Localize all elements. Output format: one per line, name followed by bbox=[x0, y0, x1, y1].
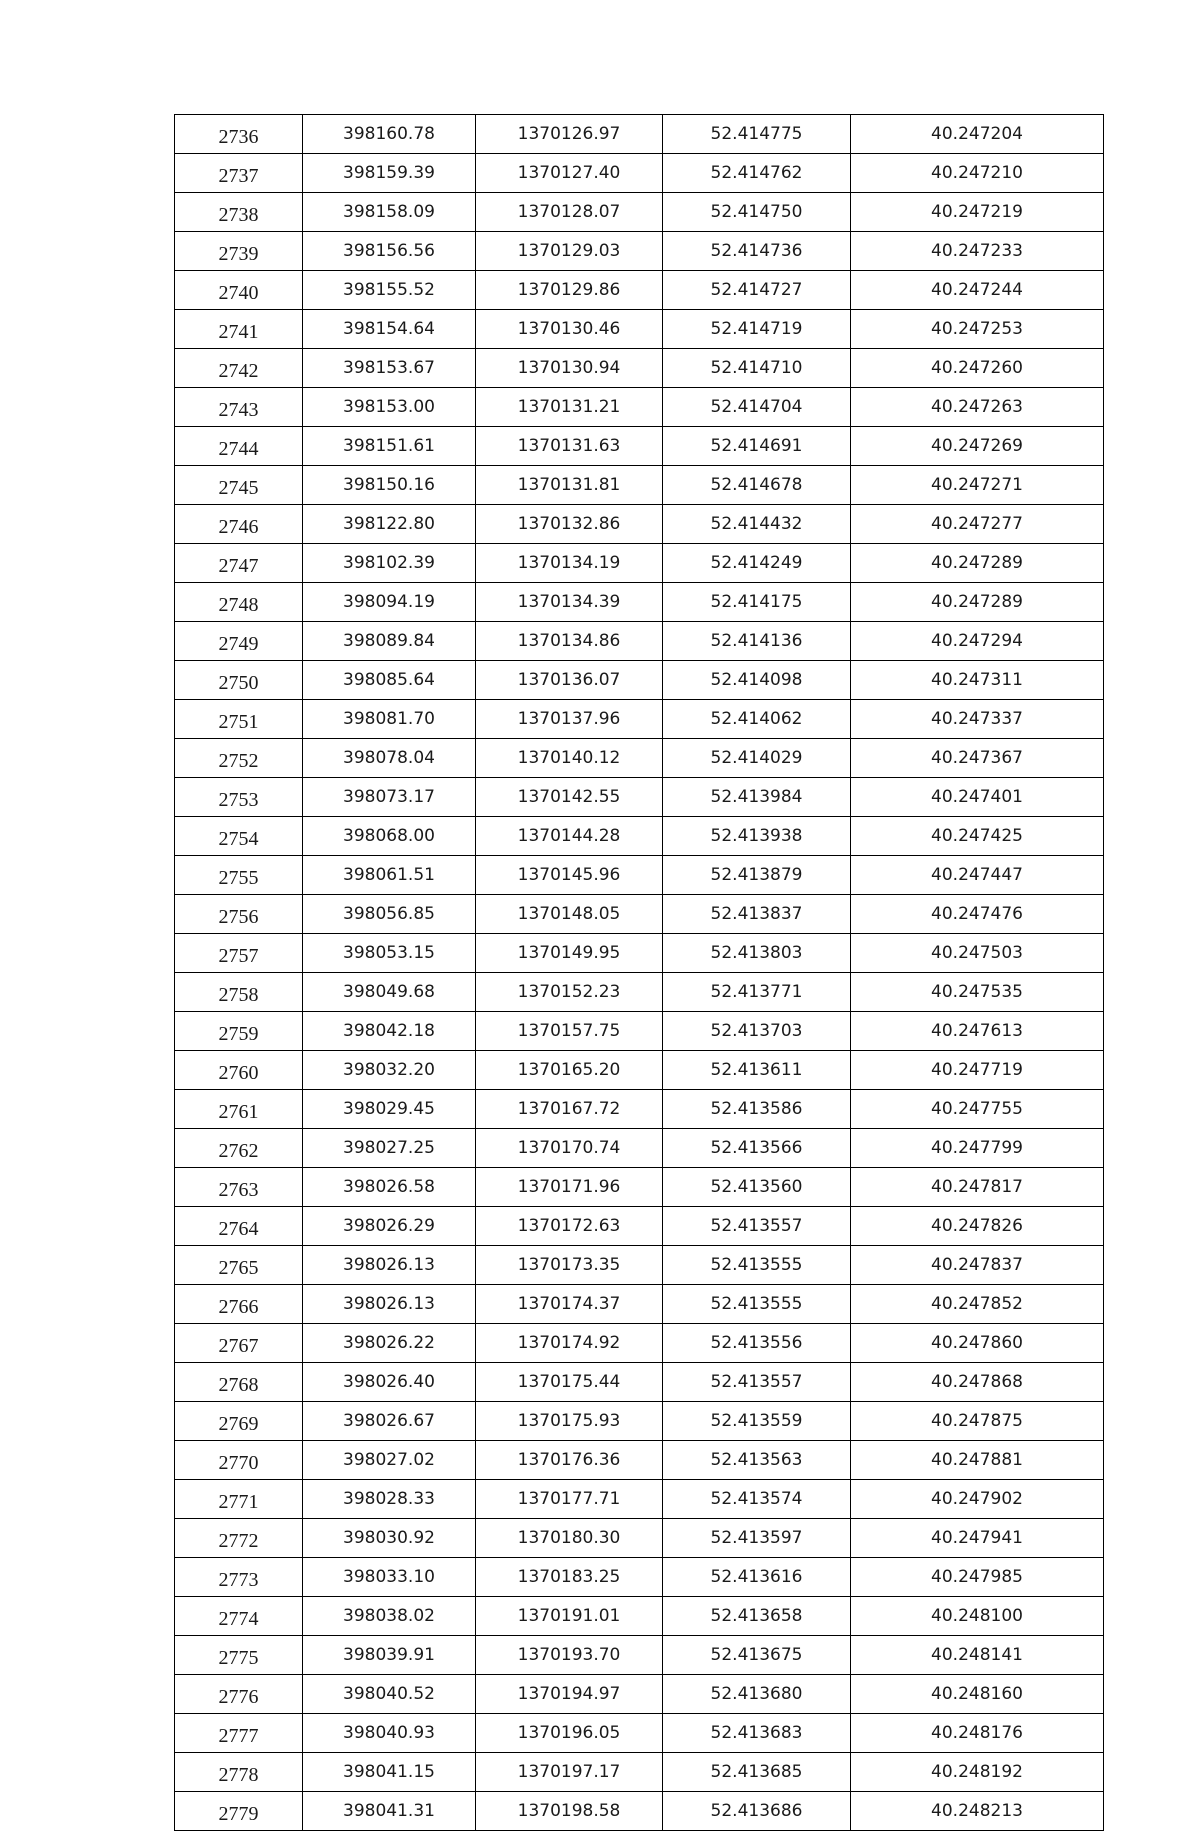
x-coordinate-cell: 398026.13 bbox=[303, 1285, 476, 1324]
x-coordinate-cell: 398153.00 bbox=[303, 388, 476, 427]
x-coordinate-cell: 398041.15 bbox=[303, 1753, 476, 1792]
point-number-cell: 2766 bbox=[175, 1285, 303, 1324]
point-number-cell: 2737 bbox=[175, 154, 303, 193]
longitude-cell: 40.247337 bbox=[851, 700, 1104, 739]
y-coordinate-cell: 1370134.39 bbox=[476, 583, 663, 622]
y-coordinate-cell: 1370196.05 bbox=[476, 1714, 663, 1753]
y-coordinate-cell: 1370127.40 bbox=[476, 154, 663, 193]
table-row bbox=[175, 1675, 1104, 1714]
longitude-cell: 40.247826 bbox=[851, 1207, 1104, 1246]
table-row bbox=[175, 271, 1104, 310]
x-coordinate-cell: 398081.70 bbox=[303, 700, 476, 739]
longitude-cell: 40.247263 bbox=[851, 388, 1104, 427]
table-row bbox=[175, 388, 1104, 427]
y-coordinate-cell: 1370132.86 bbox=[476, 505, 663, 544]
y-coordinate-cell: 1370191.01 bbox=[476, 1597, 663, 1636]
point-number-cell: 2776 bbox=[175, 1675, 303, 1714]
table-row bbox=[175, 1636, 1104, 1675]
y-coordinate-cell: 1370175.44 bbox=[476, 1363, 663, 1402]
x-coordinate-cell: 398027.02 bbox=[303, 1441, 476, 1480]
table-row bbox=[175, 1402, 1104, 1441]
latitude-cell: 52.413658 bbox=[663, 1597, 851, 1636]
longitude-cell: 40.247535 bbox=[851, 973, 1104, 1012]
longitude-cell: 40.248213 bbox=[851, 1792, 1104, 1831]
latitude-cell: 52.413559 bbox=[663, 1402, 851, 1441]
point-number-cell: 2762 bbox=[175, 1129, 303, 1168]
x-coordinate-cell: 398026.40 bbox=[303, 1363, 476, 1402]
latitude-cell: 52.414704 bbox=[663, 388, 851, 427]
latitude-cell: 52.414691 bbox=[663, 427, 851, 466]
longitude-cell: 40.248176 bbox=[851, 1714, 1104, 1753]
longitude-cell: 40.247613 bbox=[851, 1012, 1104, 1051]
longitude-cell: 40.247985 bbox=[851, 1558, 1104, 1597]
x-coordinate-cell: 398068.00 bbox=[303, 817, 476, 856]
x-coordinate-cell: 398073.17 bbox=[303, 778, 476, 817]
latitude-cell: 52.413984 bbox=[663, 778, 851, 817]
y-coordinate-cell: 1370170.74 bbox=[476, 1129, 663, 1168]
y-coordinate-cell: 1370128.07 bbox=[476, 193, 663, 232]
latitude-cell: 52.413616 bbox=[663, 1558, 851, 1597]
x-coordinate-cell: 398049.68 bbox=[303, 973, 476, 1012]
longitude-cell: 40.248100 bbox=[851, 1597, 1104, 1636]
table-row bbox=[175, 1129, 1104, 1168]
table-row bbox=[175, 583, 1104, 622]
y-coordinate-cell: 1370174.37 bbox=[476, 1285, 663, 1324]
longitude-cell: 40.247447 bbox=[851, 856, 1104, 895]
point-number-cell: 2747 bbox=[175, 544, 303, 583]
latitude-cell: 52.413938 bbox=[663, 817, 851, 856]
point-number-cell: 2761 bbox=[175, 1090, 303, 1129]
table-row bbox=[175, 817, 1104, 856]
latitude-cell: 52.414719 bbox=[663, 310, 851, 349]
latitude-cell: 52.413837 bbox=[663, 895, 851, 934]
x-coordinate-cell: 398027.25 bbox=[303, 1129, 476, 1168]
latitude-cell: 52.414175 bbox=[663, 583, 851, 622]
point-number-cell: 2770 bbox=[175, 1441, 303, 1480]
table-row bbox=[175, 661, 1104, 700]
latitude-cell: 52.413574 bbox=[663, 1480, 851, 1519]
y-coordinate-cell: 1370144.28 bbox=[476, 817, 663, 856]
longitude-cell: 40.247868 bbox=[851, 1363, 1104, 1402]
table-row bbox=[175, 1012, 1104, 1051]
point-number-cell: 2740 bbox=[175, 271, 303, 310]
point-number-cell: 2763 bbox=[175, 1168, 303, 1207]
x-coordinate-cell: 398078.04 bbox=[303, 739, 476, 778]
y-coordinate-cell: 1370130.94 bbox=[476, 349, 663, 388]
point-number-cell: 2775 bbox=[175, 1636, 303, 1675]
latitude-cell: 52.413879 bbox=[663, 856, 851, 895]
table-row bbox=[175, 1363, 1104, 1402]
y-coordinate-cell: 1370198.58 bbox=[476, 1792, 663, 1831]
x-coordinate-cell: 398026.29 bbox=[303, 1207, 476, 1246]
point-number-cell: 2767 bbox=[175, 1324, 303, 1363]
x-coordinate-cell: 398039.91 bbox=[303, 1636, 476, 1675]
y-coordinate-cell: 1370126.97 bbox=[476, 115, 663, 154]
point-number-cell: 2753 bbox=[175, 778, 303, 817]
x-coordinate-cell: 398102.39 bbox=[303, 544, 476, 583]
point-number-cell: 2742 bbox=[175, 349, 303, 388]
point-number-cell: 2752 bbox=[175, 739, 303, 778]
y-coordinate-cell: 1370175.93 bbox=[476, 1402, 663, 1441]
longitude-cell: 40.247881 bbox=[851, 1441, 1104, 1480]
coordinates-table bbox=[174, 114, 1104, 1831]
point-number-cell: 2755 bbox=[175, 856, 303, 895]
y-coordinate-cell: 1370157.75 bbox=[476, 1012, 663, 1051]
longitude-cell: 40.247401 bbox=[851, 778, 1104, 817]
y-coordinate-cell: 1370140.12 bbox=[476, 739, 663, 778]
y-coordinate-cell: 1370131.81 bbox=[476, 466, 663, 505]
x-coordinate-cell: 398160.78 bbox=[303, 115, 476, 154]
table-row bbox=[175, 154, 1104, 193]
latitude-cell: 52.413555 bbox=[663, 1285, 851, 1324]
latitude-cell: 52.413586 bbox=[663, 1090, 851, 1129]
point-number-cell: 2774 bbox=[175, 1597, 303, 1636]
longitude-cell: 40.247233 bbox=[851, 232, 1104, 271]
x-coordinate-cell: 398089.84 bbox=[303, 622, 476, 661]
x-coordinate-cell: 398038.02 bbox=[303, 1597, 476, 1636]
x-coordinate-cell: 398122.80 bbox=[303, 505, 476, 544]
point-number-cell: 2768 bbox=[175, 1363, 303, 1402]
point-number-cell: 2764 bbox=[175, 1207, 303, 1246]
latitude-cell: 52.413683 bbox=[663, 1714, 851, 1753]
point-number-cell: 2769 bbox=[175, 1402, 303, 1441]
y-coordinate-cell: 1370167.72 bbox=[476, 1090, 663, 1129]
y-coordinate-cell: 1370176.36 bbox=[476, 1441, 663, 1480]
table-row bbox=[175, 310, 1104, 349]
table-row bbox=[175, 895, 1104, 934]
latitude-cell: 52.414678 bbox=[663, 466, 851, 505]
point-number-cell: 2741 bbox=[175, 310, 303, 349]
y-coordinate-cell: 1370129.86 bbox=[476, 271, 663, 310]
table-row bbox=[175, 1246, 1104, 1285]
y-coordinate-cell: 1370193.70 bbox=[476, 1636, 663, 1675]
latitude-cell: 52.413557 bbox=[663, 1207, 851, 1246]
y-coordinate-cell: 1370180.30 bbox=[476, 1519, 663, 1558]
y-coordinate-cell: 1370174.92 bbox=[476, 1324, 663, 1363]
y-coordinate-cell: 1370148.05 bbox=[476, 895, 663, 934]
point-number-cell: 2736 bbox=[175, 115, 303, 154]
latitude-cell: 52.414432 bbox=[663, 505, 851, 544]
longitude-cell: 40.247210 bbox=[851, 154, 1104, 193]
table-row bbox=[175, 466, 1104, 505]
table-row bbox=[175, 193, 1104, 232]
table-row bbox=[175, 544, 1104, 583]
x-coordinate-cell: 398061.51 bbox=[303, 856, 476, 895]
x-coordinate-cell: 398029.45 bbox=[303, 1090, 476, 1129]
x-coordinate-cell: 398085.64 bbox=[303, 661, 476, 700]
x-coordinate-cell: 398159.39 bbox=[303, 154, 476, 193]
latitude-cell: 52.414762 bbox=[663, 154, 851, 193]
longitude-cell: 40.247719 bbox=[851, 1051, 1104, 1090]
table-row bbox=[175, 1441, 1104, 1480]
table-row bbox=[175, 778, 1104, 817]
point-number-cell: 2772 bbox=[175, 1519, 303, 1558]
latitude-cell: 52.413703 bbox=[663, 1012, 851, 1051]
latitude-cell: 52.414750 bbox=[663, 193, 851, 232]
longitude-cell: 40.247875 bbox=[851, 1402, 1104, 1441]
longitude-cell: 40.247204 bbox=[851, 115, 1104, 154]
y-coordinate-cell: 1370134.19 bbox=[476, 544, 663, 583]
longitude-cell: 40.247294 bbox=[851, 622, 1104, 661]
table-row bbox=[175, 973, 1104, 1012]
longitude-cell: 40.247425 bbox=[851, 817, 1104, 856]
table-row bbox=[175, 115, 1104, 154]
longitude-cell: 40.247852 bbox=[851, 1285, 1104, 1324]
point-number-cell: 2771 bbox=[175, 1480, 303, 1519]
point-number-cell: 2760 bbox=[175, 1051, 303, 1090]
x-coordinate-cell: 398151.61 bbox=[303, 427, 476, 466]
point-number-cell: 2759 bbox=[175, 1012, 303, 1051]
x-coordinate-cell: 398154.64 bbox=[303, 310, 476, 349]
longitude-cell: 40.247799 bbox=[851, 1129, 1104, 1168]
latitude-cell: 52.413560 bbox=[663, 1168, 851, 1207]
latitude-cell: 52.413597 bbox=[663, 1519, 851, 1558]
point-number-cell: 2765 bbox=[175, 1246, 303, 1285]
table-row bbox=[175, 1480, 1104, 1519]
table-row bbox=[175, 1597, 1104, 1636]
longitude-cell: 40.247503 bbox=[851, 934, 1104, 973]
longitude-cell: 40.247289 bbox=[851, 544, 1104, 583]
latitude-cell: 52.413675 bbox=[663, 1636, 851, 1675]
latitude-cell: 52.413557 bbox=[663, 1363, 851, 1402]
y-coordinate-cell: 1370194.97 bbox=[476, 1675, 663, 1714]
table-row bbox=[175, 1714, 1104, 1753]
table-row bbox=[175, 1051, 1104, 1090]
coordinates-table-body bbox=[175, 115, 1104, 1831]
table-row bbox=[175, 1207, 1104, 1246]
latitude-cell: 52.414098 bbox=[663, 661, 851, 700]
table-row bbox=[175, 1090, 1104, 1129]
point-number-cell: 2751 bbox=[175, 700, 303, 739]
point-number-cell: 2745 bbox=[175, 466, 303, 505]
point-number-cell: 2750 bbox=[175, 661, 303, 700]
longitude-cell: 40.247260 bbox=[851, 349, 1104, 388]
longitude-cell: 40.247253 bbox=[851, 310, 1104, 349]
longitude-cell: 40.247941 bbox=[851, 1519, 1104, 1558]
y-coordinate-cell: 1370145.96 bbox=[476, 856, 663, 895]
y-coordinate-cell: 1370171.96 bbox=[476, 1168, 663, 1207]
table-row bbox=[175, 1753, 1104, 1792]
x-coordinate-cell: 398033.10 bbox=[303, 1558, 476, 1597]
longitude-cell: 40.247311 bbox=[851, 661, 1104, 700]
point-number-cell: 2748 bbox=[175, 583, 303, 622]
latitude-cell: 52.414062 bbox=[663, 700, 851, 739]
table-row bbox=[175, 1285, 1104, 1324]
y-coordinate-cell: 1370183.25 bbox=[476, 1558, 663, 1597]
x-coordinate-cell: 398032.20 bbox=[303, 1051, 476, 1090]
table-row bbox=[175, 856, 1104, 895]
y-coordinate-cell: 1370131.63 bbox=[476, 427, 663, 466]
longitude-cell: 40.247271 bbox=[851, 466, 1104, 505]
longitude-cell: 40.247367 bbox=[851, 739, 1104, 778]
longitude-cell: 40.247277 bbox=[851, 505, 1104, 544]
x-coordinate-cell: 398053.15 bbox=[303, 934, 476, 973]
latitude-cell: 52.413803 bbox=[663, 934, 851, 973]
point-number-cell: 2739 bbox=[175, 232, 303, 271]
latitude-cell: 52.413685 bbox=[663, 1753, 851, 1792]
latitude-cell: 52.413686 bbox=[663, 1792, 851, 1831]
x-coordinate-cell: 398150.16 bbox=[303, 466, 476, 505]
latitude-cell: 52.414727 bbox=[663, 271, 851, 310]
table-row bbox=[175, 622, 1104, 661]
point-number-cell: 2746 bbox=[175, 505, 303, 544]
y-coordinate-cell: 1370136.07 bbox=[476, 661, 663, 700]
longitude-cell: 40.248141 bbox=[851, 1636, 1104, 1675]
latitude-cell: 52.414136 bbox=[663, 622, 851, 661]
x-coordinate-cell: 398153.67 bbox=[303, 349, 476, 388]
longitude-cell: 40.247219 bbox=[851, 193, 1104, 232]
x-coordinate-cell: 398041.31 bbox=[303, 1792, 476, 1831]
table-row bbox=[175, 700, 1104, 739]
latitude-cell: 52.414029 bbox=[663, 739, 851, 778]
y-coordinate-cell: 1370131.21 bbox=[476, 388, 663, 427]
latitude-cell: 52.413556 bbox=[663, 1324, 851, 1363]
table-row bbox=[175, 1324, 1104, 1363]
x-coordinate-cell: 398056.85 bbox=[303, 895, 476, 934]
y-coordinate-cell: 1370197.17 bbox=[476, 1753, 663, 1792]
table-row bbox=[175, 349, 1104, 388]
longitude-cell: 40.247817 bbox=[851, 1168, 1104, 1207]
latitude-cell: 52.413563 bbox=[663, 1441, 851, 1480]
y-coordinate-cell: 1370129.03 bbox=[476, 232, 663, 271]
point-number-cell: 2777 bbox=[175, 1714, 303, 1753]
longitude-cell: 40.247837 bbox=[851, 1246, 1104, 1285]
table-row bbox=[175, 1168, 1104, 1207]
point-number-cell: 2744 bbox=[175, 427, 303, 466]
latitude-cell: 52.413680 bbox=[663, 1675, 851, 1714]
latitude-cell: 52.413566 bbox=[663, 1129, 851, 1168]
x-coordinate-cell: 398042.18 bbox=[303, 1012, 476, 1051]
point-number-cell: 2778 bbox=[175, 1753, 303, 1792]
x-coordinate-cell: 398040.93 bbox=[303, 1714, 476, 1753]
latitude-cell: 52.414736 bbox=[663, 232, 851, 271]
latitude-cell: 52.413555 bbox=[663, 1246, 851, 1285]
table-row bbox=[175, 505, 1104, 544]
x-coordinate-cell: 398026.58 bbox=[303, 1168, 476, 1207]
y-coordinate-cell: 1370172.63 bbox=[476, 1207, 663, 1246]
x-coordinate-cell: 398028.33 bbox=[303, 1480, 476, 1519]
x-coordinate-cell: 398094.19 bbox=[303, 583, 476, 622]
y-coordinate-cell: 1370152.23 bbox=[476, 973, 663, 1012]
x-coordinate-cell: 398026.13 bbox=[303, 1246, 476, 1285]
latitude-cell: 52.413771 bbox=[663, 973, 851, 1012]
point-number-cell: 2757 bbox=[175, 934, 303, 973]
x-coordinate-cell: 398158.09 bbox=[303, 193, 476, 232]
x-coordinate-cell: 398030.92 bbox=[303, 1519, 476, 1558]
longitude-cell: 40.247860 bbox=[851, 1324, 1104, 1363]
point-number-cell: 2779 bbox=[175, 1792, 303, 1831]
x-coordinate-cell: 398155.52 bbox=[303, 271, 476, 310]
longitude-cell: 40.247244 bbox=[851, 271, 1104, 310]
longitude-cell: 40.247289 bbox=[851, 583, 1104, 622]
point-number-cell: 2743 bbox=[175, 388, 303, 427]
longitude-cell: 40.247902 bbox=[851, 1480, 1104, 1519]
y-coordinate-cell: 1370149.95 bbox=[476, 934, 663, 973]
y-coordinate-cell: 1370165.20 bbox=[476, 1051, 663, 1090]
table-row bbox=[175, 1792, 1104, 1831]
longitude-cell: 40.248160 bbox=[851, 1675, 1104, 1714]
x-coordinate-cell: 398026.22 bbox=[303, 1324, 476, 1363]
longitude-cell: 40.247476 bbox=[851, 895, 1104, 934]
table-row bbox=[175, 1519, 1104, 1558]
point-number-cell: 2749 bbox=[175, 622, 303, 661]
table-row bbox=[175, 232, 1104, 271]
latitude-cell: 52.414249 bbox=[663, 544, 851, 583]
point-number-cell: 2773 bbox=[175, 1558, 303, 1597]
point-number-cell: 2756 bbox=[175, 895, 303, 934]
y-coordinate-cell: 1370137.96 bbox=[476, 700, 663, 739]
y-coordinate-cell: 1370130.46 bbox=[476, 310, 663, 349]
x-coordinate-cell: 398040.52 bbox=[303, 1675, 476, 1714]
x-coordinate-cell: 398156.56 bbox=[303, 232, 476, 271]
latitude-cell: 52.413611 bbox=[663, 1051, 851, 1090]
table-row bbox=[175, 934, 1104, 973]
latitude-cell: 52.414710 bbox=[663, 349, 851, 388]
point-number-cell: 2754 bbox=[175, 817, 303, 856]
table-row bbox=[175, 739, 1104, 778]
point-number-cell: 2758 bbox=[175, 973, 303, 1012]
y-coordinate-cell: 1370142.55 bbox=[476, 778, 663, 817]
table-row bbox=[175, 1558, 1104, 1597]
longitude-cell: 40.247755 bbox=[851, 1090, 1104, 1129]
table-row bbox=[175, 427, 1104, 466]
point-number-cell: 2738 bbox=[175, 193, 303, 232]
longitude-cell: 40.248192 bbox=[851, 1753, 1104, 1792]
y-coordinate-cell: 1370134.86 bbox=[476, 622, 663, 661]
y-coordinate-cell: 1370173.35 bbox=[476, 1246, 663, 1285]
x-coordinate-cell: 398026.67 bbox=[303, 1402, 476, 1441]
latitude-cell: 52.414775 bbox=[663, 115, 851, 154]
y-coordinate-cell: 1370177.71 bbox=[476, 1480, 663, 1519]
longitude-cell: 40.247269 bbox=[851, 427, 1104, 466]
